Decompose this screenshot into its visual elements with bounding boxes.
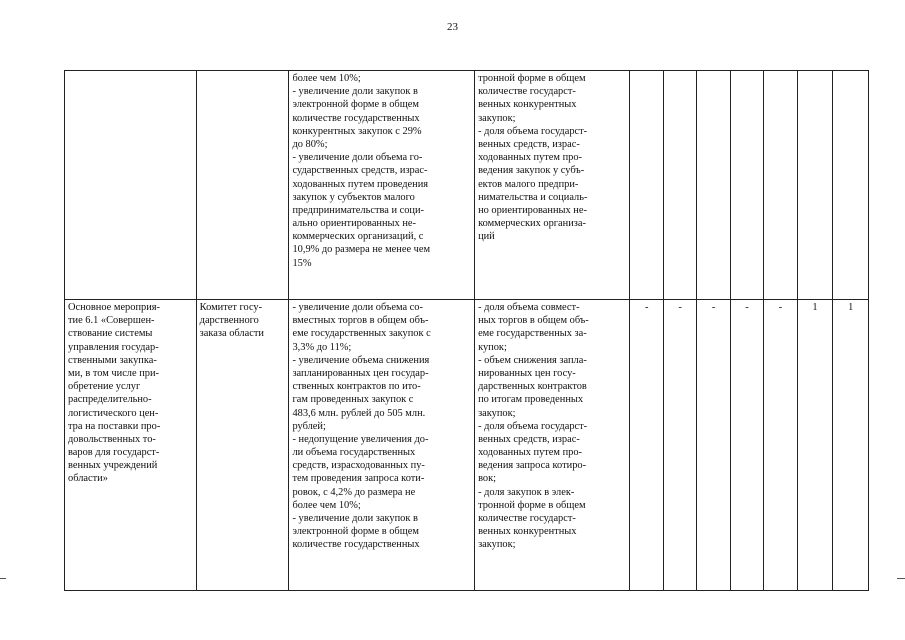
text-line: венных учреждений — [68, 460, 158, 472]
text-line: количестве государственных — [292, 539, 420, 551]
text-line: - доля объема государст- — [478, 420, 588, 432]
mark-value: - — [711, 302, 716, 313]
executor-cell-empty — [196, 71, 289, 300]
text-line: ходованных путем проведения — [292, 178, 429, 190]
text-line: ствование системы — [68, 328, 153, 340]
text-line: ровок, с 4,2% до размера не — [292, 486, 416, 498]
text-line: логистического цен- — [68, 407, 159, 419]
text-line: закупок; — [478, 407, 516, 419]
mark-value: - — [678, 302, 682, 313]
text-line: заказа области — [199, 328, 264, 340]
indicator-cell — [475, 71, 630, 300]
text-line: нимательства и социаль- — [478, 191, 588, 203]
text-line: дарственных контрактов — [478, 381, 587, 393]
text-line: более чем 10%; — [292, 73, 361, 84]
mark-cell-empty — [730, 71, 763, 300]
text-line: - доля закупок в элек- — [478, 486, 575, 498]
text-line: - доля объема совмест- — [478, 302, 580, 313]
text-line: довольственных то- — [68, 433, 156, 445]
text-line: коммерческих организаций, с — [292, 231, 424, 243]
mark-cell-empty — [797, 71, 833, 300]
text-line: но ориентированных не- — [478, 204, 587, 216]
text-line: количестве государст- — [478, 86, 576, 98]
mark-value: - — [644, 302, 649, 313]
text-line: венных конкурентных — [478, 99, 577, 111]
text-line: ми, в том числе при- — [68, 367, 159, 379]
text-line: до 80%; — [292, 138, 328, 150]
text-line: запланированных цен государ- — [292, 367, 429, 379]
text-line: тронной форме в общем — [478, 499, 586, 511]
text-line: ходованных путем про- — [478, 152, 583, 164]
indicator-cell — [475, 300, 630, 591]
text-line: варов для государст- — [68, 447, 160, 459]
text-line: еме государственных закупок с — [292, 328, 431, 340]
text-line: Основное мероприя- — [68, 302, 161, 313]
text-line: - увеличение объема снижения — [292, 354, 430, 366]
text-line: тем проведения запроса коти- — [292, 473, 425, 485]
text-line: - объем снижения запла- — [478, 354, 587, 366]
text-line: ально ориентированных не- — [292, 218, 416, 230]
text-line: нированных цен госу- — [478, 367, 576, 379]
mark-cell — [697, 300, 730, 591]
text-line: 10,9% до размера не менее чем — [292, 244, 431, 256]
text-line: ектов малого предпри- — [478, 178, 579, 190]
text-line: по итогам проведенных — [478, 394, 584, 406]
text-line: сударственных средств, израс- — [292, 165, 428, 177]
text-line: тие 6.1 «Совершен- — [68, 315, 155, 327]
text-line: ходованных путем про- — [478, 447, 583, 459]
mark-cell-empty — [697, 71, 730, 300]
mark-cell — [730, 300, 763, 591]
mark-cell — [663, 300, 696, 591]
text-line: электронной форме в общем — [292, 99, 419, 111]
text-line: ведения закупок у субъ- — [478, 165, 585, 177]
scan-edge-mark — [0, 578, 6, 579]
mark-cell — [797, 300, 833, 591]
text-line: - увеличение доли закупок в — [292, 86, 418, 98]
mark-cell-empty — [764, 71, 797, 300]
text-line: ственных контрактов по ито- — [292, 381, 421, 393]
event-cell — [65, 300, 197, 591]
text-line: - доля объема государст- — [478, 125, 588, 137]
text-line: рублей; — [292, 420, 326, 432]
text-line: ных торгов в общем объ- — [478, 315, 589, 327]
text-line: гам проведенных закупок с — [292, 394, 414, 406]
text-line: 15% — [292, 257, 312, 269]
text-line: купок; — [478, 341, 507, 353]
text-line: средств, израсходованных пу- — [292, 460, 425, 472]
text-line: количестве государственных — [292, 112, 420, 124]
text-line: закупок у субъектов малого — [292, 191, 415, 203]
mark-value: 1 — [848, 302, 854, 313]
text-line: области» — [68, 473, 108, 485]
text-line: - увеличение доли объема го- — [292, 152, 423, 164]
text-line: 3,3% до 11%; — [292, 341, 352, 353]
text-line: венных средств, израс- — [478, 138, 580, 150]
text-line: еме государственных за- — [478, 328, 587, 340]
executor-cell — [196, 300, 289, 591]
mark-cell — [833, 300, 869, 591]
text-line: закупок; — [478, 112, 516, 124]
text-line: Комитет госу- — [199, 302, 263, 313]
text-line: - увеличение доли объема со- — [292, 302, 423, 313]
event-cell-empty — [65, 71, 197, 300]
text-line: ственными закупка- — [68, 354, 157, 366]
text-line: обретение услуг — [68, 381, 141, 393]
measures-table — [64, 70, 869, 591]
text-line: количестве государст- — [478, 513, 576, 524]
mark-cell — [630, 300, 663, 591]
text-line: вместных торгов в общем объ- — [292, 315, 429, 327]
mark-cell-empty — [663, 71, 696, 300]
text-line: венных средств, израс- — [478, 433, 580, 445]
text-line: закупок; — [478, 539, 516, 551]
text-line: - увеличение доли закупок в — [292, 513, 418, 524]
mark-value: 1 — [812, 302, 818, 313]
text-line: распределительно- — [68, 394, 152, 406]
text-line: электронной форме в общем — [292, 526, 419, 538]
text-line: ведения запроса котиро- — [478, 460, 587, 472]
page-number: 23 — [447, 21, 458, 33]
text-line: коммерческих организа- — [478, 218, 586, 230]
text-line: ли объема государственных — [292, 447, 416, 459]
text-line: предпринимательства и соци- — [292, 204, 425, 216]
scan-edge-mark — [897, 578, 905, 579]
text-line: 483,6 млн. рублей до 505 млн. — [292, 407, 426, 419]
text-line: - недопущение увеличения до- — [292, 433, 429, 445]
mark-cell-empty — [630, 71, 663, 300]
text-line: управления государ- — [68, 341, 159, 353]
table-row-main — [65, 300, 869, 591]
mark-cell — [764, 300, 797, 591]
text-line: дарственного — [199, 315, 259, 327]
result-cell — [289, 300, 475, 591]
text-line: тра на поставки про- — [68, 420, 161, 432]
mark-value: - — [778, 302, 783, 313]
text-line: вок; — [478, 473, 497, 485]
text-line: ций — [478, 231, 495, 243]
text-line: венных конкурентных — [478, 526, 577, 538]
table-row-continued — [65, 71, 869, 300]
text-line: более чем 10%; — [292, 499, 361, 511]
text-line: конкурентных закупок с 29% — [292, 125, 422, 137]
mark-value: - — [745, 302, 749, 313]
text-line: тронной форме в общем — [478, 73, 586, 84]
result-cell — [289, 71, 475, 300]
mark-cell-empty — [833, 71, 869, 300]
